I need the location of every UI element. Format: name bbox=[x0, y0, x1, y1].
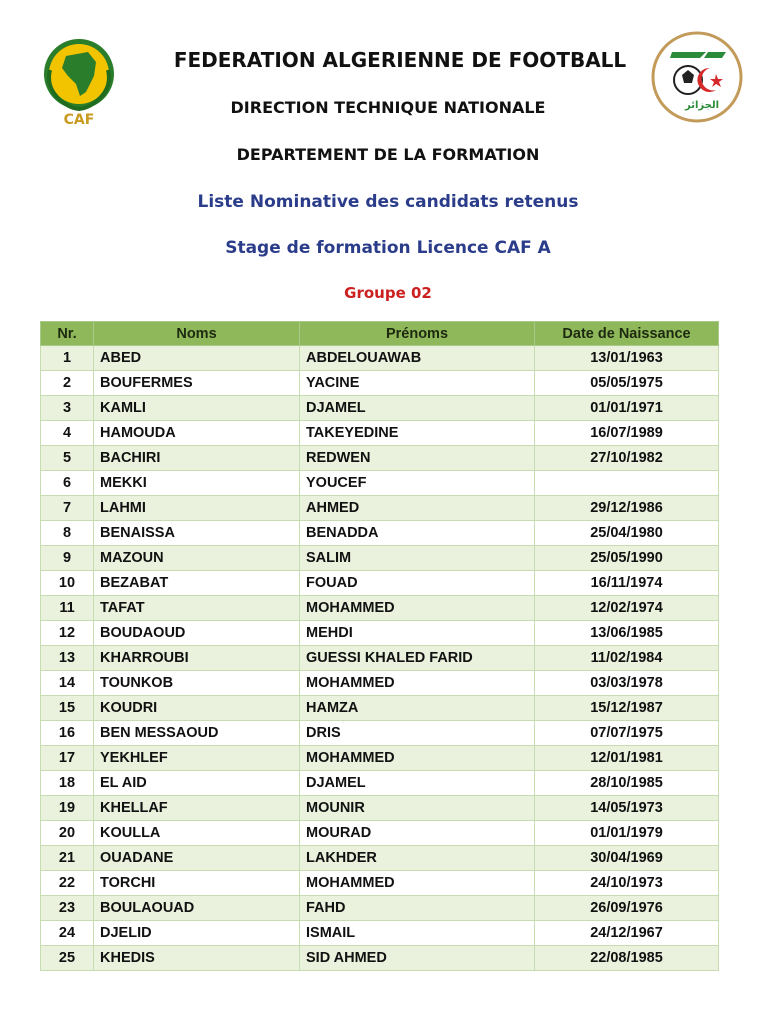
row-prenom: MOHAMMED bbox=[300, 596, 535, 621]
row-nom: KHELLAF bbox=[94, 796, 300, 821]
row-number: 4 bbox=[41, 421, 94, 446]
row-number: 14 bbox=[41, 671, 94, 696]
row-nom: ABED bbox=[94, 346, 300, 371]
row-date: 03/03/1978 bbox=[535, 671, 719, 696]
row-number: 2 bbox=[41, 371, 94, 396]
row-nom: KAMLI bbox=[94, 396, 300, 421]
table-row bbox=[41, 846, 719, 871]
row-prenom: HAMZA bbox=[300, 696, 535, 721]
table-row bbox=[41, 421, 719, 446]
row-date: 16/11/1974 bbox=[535, 571, 719, 596]
table-row bbox=[41, 396, 719, 421]
row-date: 12/01/1981 bbox=[535, 746, 719, 771]
column-header-noms: Noms bbox=[94, 322, 300, 346]
row-date: 14/05/1973 bbox=[535, 796, 719, 821]
table-row bbox=[41, 671, 719, 696]
candidates-table bbox=[40, 321, 719, 971]
row-nom: LAHMI bbox=[94, 496, 300, 521]
row-prenom: ABDELOUAWAB bbox=[300, 346, 535, 371]
row-date bbox=[535, 471, 719, 496]
row-date: 24/12/1967 bbox=[535, 921, 719, 946]
row-nom: KOULLA bbox=[94, 821, 300, 846]
table-row bbox=[41, 496, 719, 521]
row-date: 27/10/1982 bbox=[535, 446, 719, 471]
row-nom: TORCHI bbox=[94, 871, 300, 896]
row-prenom: DJAMEL bbox=[300, 771, 535, 796]
row-prenom: FOUAD bbox=[300, 571, 535, 596]
row-prenom: GUESSI KHALED FARID bbox=[300, 646, 535, 671]
row-number: 24 bbox=[41, 921, 94, 946]
row-prenom: LAKHDER bbox=[300, 846, 535, 871]
row-prenom: MOUNIR bbox=[300, 796, 535, 821]
row-date: 07/07/1975 bbox=[535, 721, 719, 746]
row-number: 21 bbox=[41, 846, 94, 871]
table-row bbox=[41, 921, 719, 946]
table-row bbox=[41, 696, 719, 721]
column-header-prenoms: Prénoms bbox=[300, 322, 535, 346]
row-number: 5 bbox=[41, 446, 94, 471]
row-nom: BEN MESSAOUD bbox=[94, 721, 300, 746]
caf-logo-text: CAF bbox=[63, 112, 95, 128]
row-date: 24/10/1973 bbox=[535, 871, 719, 896]
table-row bbox=[41, 571, 719, 596]
row-nom: MEKKI bbox=[94, 471, 300, 496]
table-row bbox=[41, 546, 719, 571]
department-title: DEPARTEMENT DE LA FORMATION bbox=[236, 145, 540, 164]
course-title: Stage de formation Licence CAF A bbox=[225, 238, 551, 258]
row-number: 16 bbox=[41, 721, 94, 746]
row-number: 9 bbox=[41, 546, 94, 571]
row-nom: HAMOUDA bbox=[94, 421, 300, 446]
row-nom: KHARROUBI bbox=[94, 646, 300, 671]
table-row bbox=[41, 521, 719, 546]
row-prenom: YOUCEF bbox=[300, 471, 535, 496]
row-prenom: MOHAMMED bbox=[300, 871, 535, 896]
row-nom: TAFAT bbox=[94, 596, 300, 621]
row-date: 12/02/1974 bbox=[535, 596, 719, 621]
row-date: 25/04/1980 bbox=[535, 521, 719, 546]
row-prenom: MOHAMMED bbox=[300, 671, 535, 696]
row-number: 25 bbox=[41, 946, 94, 971]
row-nom: KHEDIS bbox=[94, 946, 300, 971]
row-number: 7 bbox=[41, 496, 94, 521]
table-row bbox=[41, 446, 719, 471]
row-prenom: SALIM bbox=[300, 546, 535, 571]
row-prenom: MOHAMMED bbox=[300, 746, 535, 771]
row-prenom: YACINE bbox=[300, 371, 535, 396]
federation-title: FEDERATION ALGERIENNE DE FOOTBALL bbox=[173, 48, 627, 72]
table-row bbox=[41, 871, 719, 896]
row-prenom: BENADDA bbox=[300, 521, 535, 546]
row-number: 3 bbox=[41, 396, 94, 421]
row-number: 6 bbox=[41, 471, 94, 496]
row-prenom: DJAMEL bbox=[300, 396, 535, 421]
row-prenom: SID AHMED bbox=[300, 946, 535, 971]
row-number: 1 bbox=[41, 346, 94, 371]
table-row bbox=[41, 771, 719, 796]
row-nom: BENAISSA bbox=[94, 521, 300, 546]
row-date: 22/08/1985 bbox=[535, 946, 719, 971]
row-date: 26/09/1976 bbox=[535, 896, 719, 921]
row-date: 25/05/1990 bbox=[535, 546, 719, 571]
row-nom: BOULAOUAD bbox=[94, 896, 300, 921]
row-date: 11/02/1984 bbox=[535, 646, 719, 671]
row-date: 13/06/1985 bbox=[535, 621, 719, 646]
column-header-nr: Nr. bbox=[41, 322, 94, 346]
row-number: 13 bbox=[41, 646, 94, 671]
row-number: 22 bbox=[41, 871, 94, 896]
row-nom: BEZABAT bbox=[94, 571, 300, 596]
row-prenom: FAHD bbox=[300, 896, 535, 921]
row-nom: MAZOUN bbox=[94, 546, 300, 571]
table-row bbox=[41, 646, 719, 671]
row-prenom: REDWEN bbox=[300, 446, 535, 471]
table-row bbox=[41, 821, 719, 846]
row-date: 28/10/1985 bbox=[535, 771, 719, 796]
row-date: 29/12/1986 bbox=[535, 496, 719, 521]
table-row bbox=[41, 596, 719, 621]
table-header-row bbox=[41, 322, 719, 346]
table-row bbox=[41, 721, 719, 746]
row-number: 23 bbox=[41, 896, 94, 921]
row-date: 05/05/1975 bbox=[535, 371, 719, 396]
row-date: 16/07/1989 bbox=[535, 421, 719, 446]
row-prenom: MOURAD bbox=[300, 821, 535, 846]
row-number: 20 bbox=[41, 821, 94, 846]
table-row bbox=[41, 896, 719, 921]
table-row bbox=[41, 471, 719, 496]
list-title: Liste Nominative des candidats retenus bbox=[197, 192, 579, 212]
row-nom: TOUNKOB bbox=[94, 671, 300, 696]
column-header-date: Date de Naissance bbox=[535, 322, 719, 346]
row-number: 17 bbox=[41, 746, 94, 771]
row-prenom: AHMED bbox=[300, 496, 535, 521]
faf-logo-text: الجزائر bbox=[684, 100, 720, 111]
row-nom: BACHIRI bbox=[94, 446, 300, 471]
row-nom: YEKHLEF bbox=[94, 746, 300, 771]
row-number: 11 bbox=[41, 596, 94, 621]
table-row bbox=[41, 946, 719, 971]
row-prenom: MEHDI bbox=[300, 621, 535, 646]
row-number: 10 bbox=[41, 571, 94, 596]
table-row bbox=[41, 746, 719, 771]
row-nom: EL AID bbox=[94, 771, 300, 796]
row-date: 13/01/1963 bbox=[535, 346, 719, 371]
row-date: 15/12/1987 bbox=[535, 696, 719, 721]
row-number: 15 bbox=[41, 696, 94, 721]
table-row bbox=[41, 371, 719, 396]
row-number: 12 bbox=[41, 621, 94, 646]
row-number: 19 bbox=[41, 796, 94, 821]
row-nom: OUADANE bbox=[94, 846, 300, 871]
row-number: 18 bbox=[41, 771, 94, 796]
row-prenom: TAKEYEDINE bbox=[300, 421, 535, 446]
row-date: 01/01/1971 bbox=[535, 396, 719, 421]
row-nom: BOUDAOUD bbox=[94, 621, 300, 646]
row-prenom: DRIS bbox=[300, 721, 535, 746]
row-nom: KOUDRI bbox=[94, 696, 300, 721]
row-date: 30/04/1969 bbox=[535, 846, 719, 871]
row-date: 01/01/1979 bbox=[535, 821, 719, 846]
row-nom: BOUFERMES bbox=[94, 371, 300, 396]
table-row bbox=[41, 346, 719, 371]
row-number: 8 bbox=[41, 521, 94, 546]
table-row bbox=[41, 621, 719, 646]
direction-title: DIRECTION TECHNIQUE NATIONALE bbox=[230, 98, 546, 117]
table-row bbox=[41, 796, 719, 821]
row-nom: DJELID bbox=[94, 921, 300, 946]
row-prenom: ISMAIL bbox=[300, 921, 535, 946]
group-label: Groupe 02 bbox=[344, 284, 432, 302]
